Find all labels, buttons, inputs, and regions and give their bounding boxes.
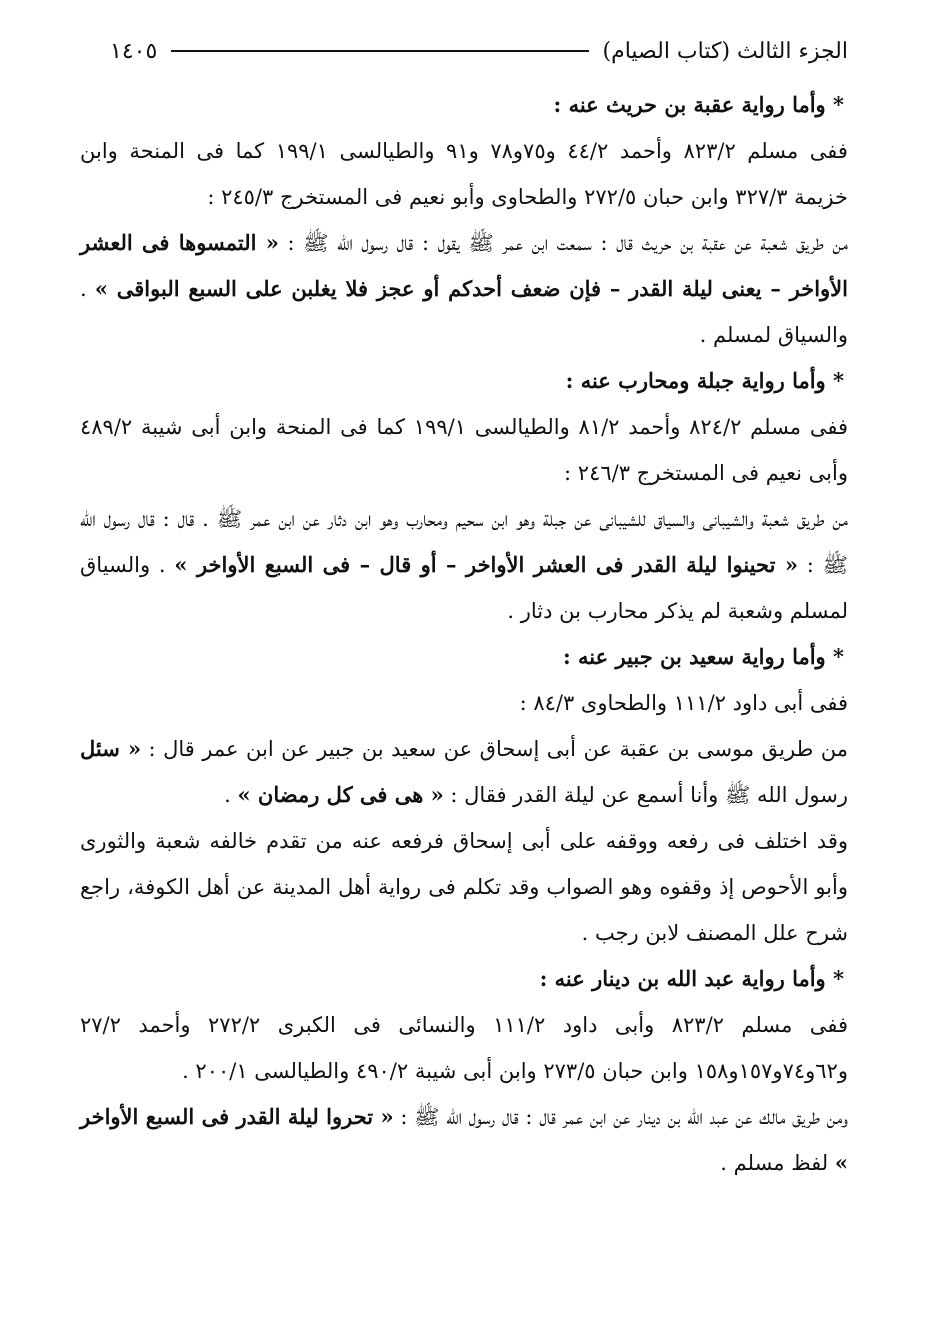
text-run: لفظ مسلم .	[720, 1151, 835, 1175]
running-header	[80, 34, 848, 68]
paragraph	[80, 128, 848, 220]
section-heading: * وأما رواية سعيد بن جبير عنه :	[562, 644, 844, 669]
hadith-quote: « التمسوها فى العشر الأواخر – يعنى ليلة القدر – فإن ضعف أحدكم أو عجز فلا يغلبن على السبع البواقى »	[80, 230, 848, 301]
text-run: من طريق شعبة عن عقبة بن حريث قال : سمعت ابن عمر ﷺ يقول : قال رسول الله ﷺ :	[278, 231, 848, 255]
text-run: . والسياق لمسلم .	[80, 277, 848, 347]
text-run: ففى مسلم ٨٢٤/٢ وأحمد ٨١/٢ والطيالسى ١٩٩/١ كما فى المنحة وابن أبى شيبة ٤٨٩/٢ وأبى نعيم فى المستخرج ٢٤٦/٣ :	[80, 415, 848, 485]
text-run: . والسياق لمسلم وشعبة لم يذكر محارب بن دثار .	[80, 553, 848, 623]
hadith-quote: « سئل	[80, 736, 142, 761]
paragraph	[80, 496, 848, 634]
paragraph	[80, 1094, 848, 1186]
section-heading: * وأما رواية جبلة ومحارب عنه :	[565, 368, 844, 393]
paragraph	[80, 404, 848, 496]
text-run: من طريق موسى بن عقبة عن أبى إسحاق عن سعيد بن جبير عن ابن عمر قال :	[141, 737, 848, 761]
text-run: رسول الله ﷺ وأنا أسمع عن ليلة القدر فقال :	[443, 783, 848, 807]
text-run: من طريق شعبة والشيبانى والسياق للشيبانى عن جبلة وهو ابن سحيم ومحارب وهو ابن دثار عن ابن عمر ﷺ . قال : قال رسول الله ﷺ :	[80, 507, 848, 577]
text-run: ففى مسلم ٨٢٣/٢ وأحمد ٤٤/٢ و٧٥و٧٨ و٩١ والطيالسى ١٩٩/١ كما فى المنحة وابن خزيمة ٣٢٧/٣ وابن حبان ٢٧٢/٥ والطحاوى وأبو نعيم فى المستخرج ٢٤٥/٣ :	[80, 139, 848, 209]
running-title: الجزء الثالث (كتاب الصيام)	[602, 38, 848, 64]
section-heading: * وأما رواية عبد الله بن دينار عنه :	[539, 966, 844, 991]
header-rule	[171, 50, 588, 52]
hadith-quote: « تحروا ليلة القدر فى السبع الأواخر »	[80, 1104, 848, 1175]
text-run: .	[224, 783, 238, 807]
paragraph	[80, 220, 848, 358]
hadith-quote: « تحينوا ليلة القدر فى العشر الأواخر – أو قال – فى السبع الأواخر »	[174, 552, 798, 577]
hadith-quote: « هى فى كل رمضان »	[237, 782, 444, 807]
text-run: ففى مسلم ٨٢٣/٢ وأبى داود ١١١/٢ والنسائى فى الكبرى ٢٧٢/٢ وأحمد ٢٧/٢ و٦٢و٧٤و١٥٧و١٥٨ وابن حبان ٢٧٣/٥ وابن أبى شيبة ٤٩٠/٢ والطيالسى ٢٠٠/١ .	[80, 1013, 848, 1083]
paragraph	[80, 726, 848, 818]
section-heading: * وأما رواية عقبة بن حريث عنه :	[553, 92, 844, 117]
page-body	[80, 82, 848, 1186]
text-run: ومن طريق مالك عن عبد الله بن دينار عن ابن عمر قال : قال رسول الله ﷺ :	[393, 1105, 848, 1129]
paragraph	[80, 680, 848, 726]
text-run: وقد اختلف فى رفعه ووقفه على أبى إسحاق فرفعه عنه من تقدم خالفه شعبة والثورى وأبو الأحوص إذ وقفوه وهو الصواب وقد تكلم فى رواية أهل المدينة عن أهل الكوفة، راجع شرح علل المصنف لابن رجب .	[80, 829, 848, 945]
paragraph	[80, 1002, 848, 1094]
text-run: ففى أبى داود ١١١/٢ والطحاوى ٨٤/٣ :	[519, 691, 848, 715]
paragraph	[80, 818, 848, 956]
page-number: ١٤٠٥	[110, 38, 158, 64]
